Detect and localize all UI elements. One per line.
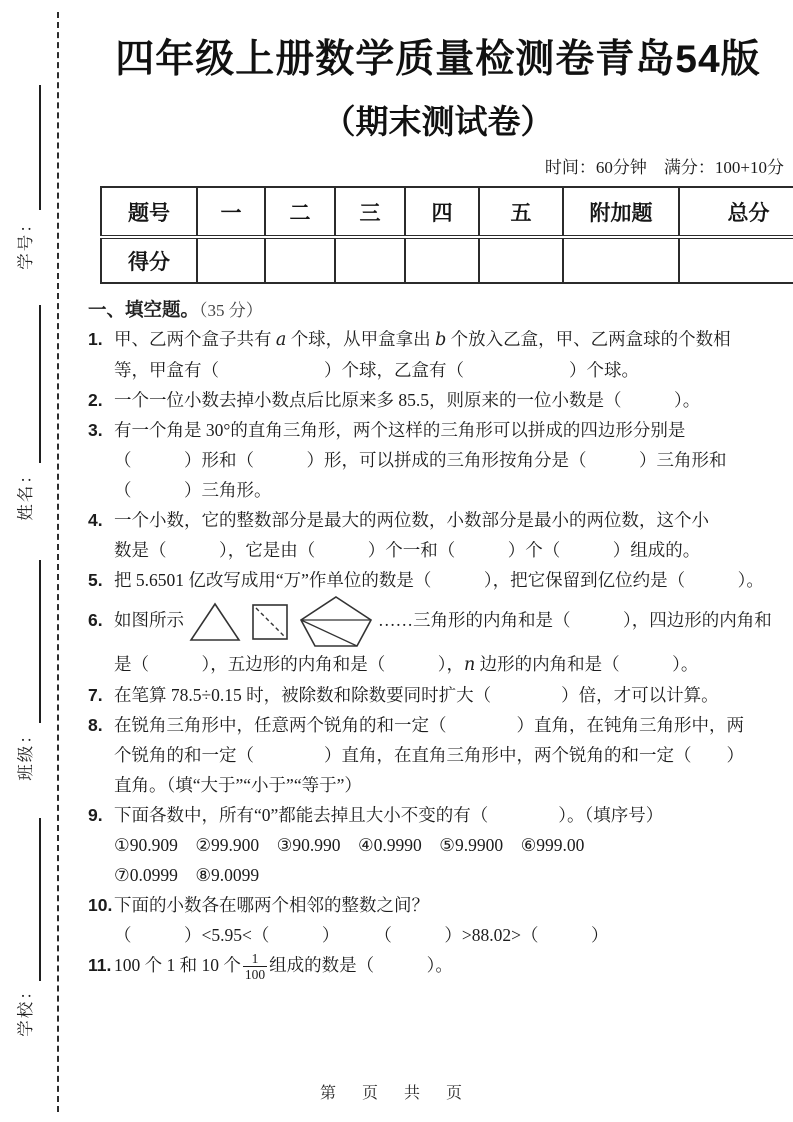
score-table-header-cell: 五 bbox=[479, 187, 563, 237]
student-number-label: 学号： bbox=[15, 214, 35, 270]
score-table-header-cell: 三 bbox=[335, 187, 405, 237]
score-empty-cell bbox=[479, 237, 563, 283]
question-text: 下面的小数各在哪两个相邻的整数之间？ bbox=[114, 895, 429, 915]
score-table-score-row bbox=[101, 237, 793, 283]
question-text: 等，甲盒有（ ）个球，乙盒有（ ）个球。 bbox=[114, 360, 639, 380]
score-empty-cell bbox=[335, 237, 405, 283]
question-line bbox=[88, 920, 788, 950]
fold-dashed-line bbox=[57, 12, 59, 1112]
class-writing-line bbox=[39, 560, 41, 723]
score-table-header-row bbox=[101, 187, 793, 237]
question-line bbox=[88, 595, 788, 649]
exam-title: 四年级上册数学质量检测卷青岛54版 bbox=[115, 38, 761, 81]
question bbox=[88, 710, 788, 800]
score-table-header-cell: 总分 bbox=[679, 187, 793, 237]
question-number: 7. bbox=[88, 685, 103, 705]
question-text: 有一个角是 30°的直角三角形，两个这样的三角形可以拼成的四边形分别是 bbox=[114, 420, 686, 440]
question-number: 4. bbox=[88, 510, 103, 530]
question-text: 组成的数是（ ）。 bbox=[269, 955, 453, 975]
question-text: 个球，从甲盒拿出 bbox=[286, 329, 436, 349]
question-line bbox=[88, 324, 788, 355]
question-line bbox=[88, 950, 788, 983]
school-writing-line bbox=[39, 818, 41, 981]
question-line bbox=[88, 505, 788, 535]
question-text: 数是（ ），它是由（ ）个一和（ ）个（ ）组成的。 bbox=[114, 540, 701, 560]
question-text: 100 个 1 和 10 个 bbox=[114, 955, 241, 975]
score-table-header-cell: 附加题 bbox=[563, 187, 679, 237]
student-name-writing-line bbox=[39, 305, 41, 463]
question-text: a bbox=[275, 330, 287, 350]
pentagon-shape bbox=[298, 595, 374, 649]
question-number: 1. bbox=[88, 329, 103, 349]
section-title: 一、填空题。 bbox=[88, 299, 200, 320]
question-text: 个锐角的和一定（ ）直角，在直角三角形中，两个锐角的和一定（ ） bbox=[114, 745, 744, 765]
question-line bbox=[88, 710, 788, 740]
question-line bbox=[88, 860, 788, 890]
question-text: ⑦0.0999 ⑧9.0099 bbox=[114, 865, 260, 885]
question bbox=[88, 890, 788, 950]
question-number: 11. bbox=[88, 955, 112, 975]
question-line bbox=[88, 565, 788, 595]
question-line bbox=[88, 475, 788, 505]
score-table bbox=[100, 186, 793, 284]
question-line bbox=[88, 445, 788, 475]
student-number-writing-line bbox=[39, 85, 41, 210]
section-heading bbox=[88, 296, 788, 322]
score-empty-cell bbox=[405, 237, 479, 283]
question-line bbox=[88, 680, 788, 710]
score-empty-cell bbox=[679, 237, 793, 283]
question-text: ……三角形的内角和是（ ），四边形的内角和 bbox=[378, 610, 772, 631]
question bbox=[88, 324, 788, 385]
triangle-shape bbox=[188, 601, 242, 643]
question bbox=[88, 385, 788, 415]
school-label: 学校： bbox=[15, 981, 35, 1037]
question-number: 6. bbox=[88, 610, 103, 631]
question-line bbox=[88, 770, 788, 800]
question-line bbox=[88, 890, 788, 920]
questions bbox=[88, 324, 788, 983]
question-number: 10. bbox=[88, 895, 113, 915]
question-line bbox=[88, 830, 788, 860]
question-line bbox=[88, 385, 788, 415]
question-text: b bbox=[435, 330, 447, 350]
question-text: 直角。（填“大于”“小于”“等于”） bbox=[114, 775, 362, 795]
main-content bbox=[88, 0, 788, 983]
score-row-label: 得分 bbox=[101, 237, 197, 283]
question-text: 是（ ），五边形的内角和是（ ）， bbox=[114, 654, 464, 674]
fraction bbox=[243, 951, 267, 983]
question-number: 8. bbox=[88, 715, 103, 735]
question bbox=[88, 565, 788, 595]
fraction-denominator: 100 bbox=[244, 967, 266, 983]
question-text: 甲、乙两个盒子共有 bbox=[114, 329, 276, 349]
question-line bbox=[88, 535, 788, 565]
question-line bbox=[88, 355, 788, 385]
score-table-header-cell: 四 bbox=[405, 187, 479, 237]
question-text: （ ）形和（ ）形，可以拼成的三角形按角分是（ ）三角形和 bbox=[114, 450, 727, 470]
score-empty-cell bbox=[197, 237, 265, 283]
question-text: 在锐角三角形中，任意两个锐角的和一定（ ）直角，在钝角三角形中，两 bbox=[114, 715, 744, 735]
score-table-header-cell: 题号 bbox=[101, 187, 197, 237]
question-line bbox=[88, 415, 788, 445]
question bbox=[88, 950, 788, 983]
question-text: 下面各数中，所有“0”都能去掉且大小不变的有（ ）。（填序号） bbox=[114, 805, 664, 825]
question-text: 一个小数，它的整数部分是最大的两位数，小数部分是最小的两位数，这个小 bbox=[114, 510, 709, 530]
question-text: 边形的内角和是（ ）。 bbox=[475, 654, 699, 674]
question-line bbox=[88, 800, 788, 830]
page-footer: 第 页 共 页 bbox=[319, 1085, 473, 1102]
question-text: 一个一位小数去掉小数点后比原来多 85.5，则原来的一位小数是（ ）。 bbox=[114, 390, 701, 410]
score-table-header-cell: 二 bbox=[265, 187, 335, 237]
score-empty-cell bbox=[265, 237, 335, 283]
question bbox=[88, 680, 788, 710]
question bbox=[88, 505, 788, 565]
question-number: 5. bbox=[88, 570, 103, 590]
score-table-header-cell: 一 bbox=[197, 187, 265, 237]
question-number: 2. bbox=[88, 390, 103, 410]
fraction-numerator: 1 bbox=[243, 951, 267, 968]
question-text: n bbox=[464, 655, 476, 675]
question-text: （ ）<5.95<（ ） （ ）>88.02>（ ） bbox=[114, 925, 609, 945]
question-text: 把 5.6501 亿改写成用“万”作单位的数是（ ），把它保留到亿位约是（ ）。 bbox=[114, 570, 764, 590]
question-text: ①90.909 ②99.900 ③90.990 ④0.9990 ⑤9.9900 ⑥999.00 bbox=[114, 835, 585, 855]
time-and-score-info: 时间：60分钟 满分：100+10分 bbox=[544, 158, 784, 177]
section-score: （35 分） bbox=[199, 301, 263, 320]
question bbox=[88, 595, 788, 680]
class-label: 班级： bbox=[15, 725, 35, 781]
question-line bbox=[88, 740, 788, 770]
exam-subtitle: （期末测试卷） bbox=[322, 103, 554, 140]
score-empty-cell bbox=[563, 237, 679, 283]
student-name-label: 姓名： bbox=[15, 465, 35, 521]
question-text: （ ）三角形。 bbox=[114, 480, 272, 500]
question-text: 个放入乙盒，甲、乙两盒球的个数相 bbox=[446, 329, 731, 349]
question bbox=[88, 800, 788, 890]
question-number: 9. bbox=[88, 805, 103, 825]
question-text: 在笔算 78.5÷0.15 时，被除数和除数要同时扩大（ ）倍，才可以计算。 bbox=[114, 685, 719, 705]
square-shape bbox=[250, 602, 290, 642]
question-number: 3. bbox=[88, 420, 103, 440]
question bbox=[88, 415, 788, 505]
question-text: 如图所示 bbox=[114, 610, 184, 631]
question-line bbox=[88, 649, 788, 680]
